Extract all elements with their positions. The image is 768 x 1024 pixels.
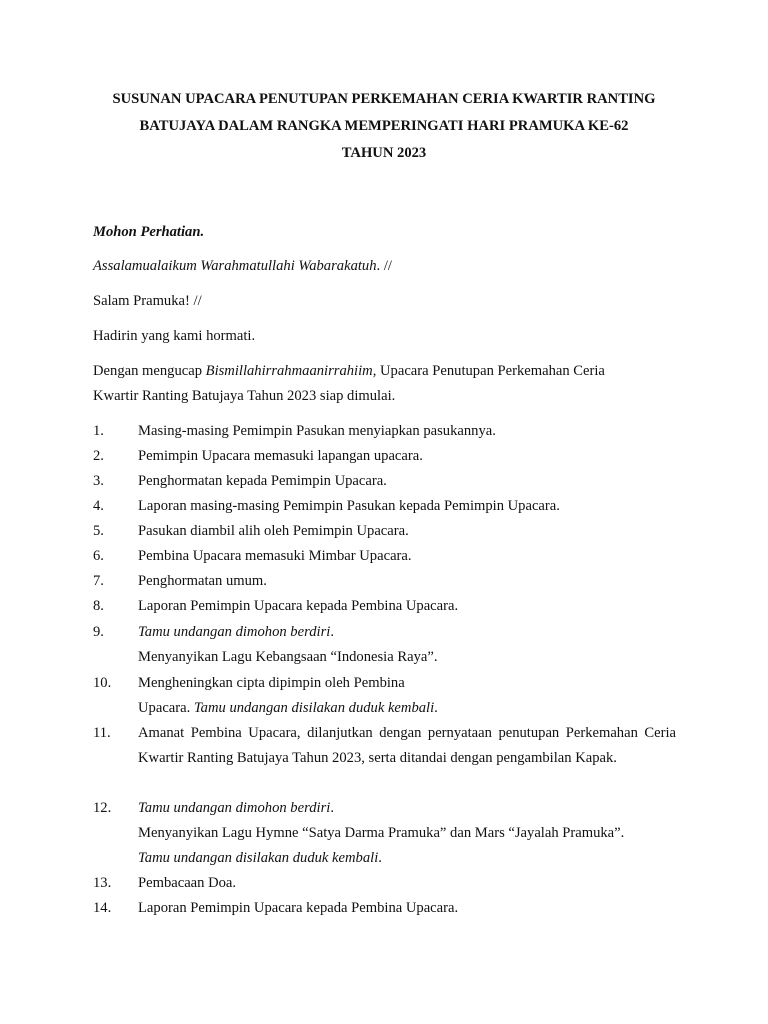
list-item: 1. Masing-masing Pemimpin Pasukan menyiapkan pasukannya. — [93, 423, 496, 439]
mohon-perhatian: Mohon Perhatian. — [93, 224, 205, 240]
salam-islam-tail: . // — [376, 258, 392, 274]
list-item: 10. Mengheningkan cipta dipimpin oleh Pembina Upacara. Tamu undangan disilakan duduk kembali. — [93, 675, 438, 716]
list-item: 11. Amanat Pembina Upacara, dilanjutkan dengan pernyataan penutupan Perkemahan Ceria Kwartir Ranting Batujaya Tahun 2023, serta ditandai dengan pengambilan Kapak. — [93, 725, 676, 766]
title-line-1: SUSUNAN UPACARA PENUTUPAN PERKEMAHAN CERIA KWARTIR RANTING — [112, 91, 656, 107]
list-item: 7. Penghormatan umum. — [93, 573, 267, 589]
title-line-3: TAHUN 2023 — [341, 145, 427, 161]
list-item: 12. Tamu undangan dimohon berdiri. Menyanyikan Lagu Hymne “Satya Darma Pramuka” dan Mars “Jayalah Pramuka”. Tamu undangan disilakan duduk kembali. — [93, 800, 625, 866]
opening-paragraph: Dengan mengucap Bismillahirrahmaanirrahiim, Upacara Penutupan Perkemahan Ceria Kwartir Ranting Batujaya Tahun 2023 siap dimulai. — [93, 363, 605, 404]
list-item: 13. Pembacaan Doa. — [93, 875, 237, 891]
salam-pramuka: Salam Pramuka! // — [93, 293, 202, 309]
list-item: 3. Penghormatan kepada Pemimpin Upacara. — [93, 473, 387, 489]
document-title — [70, 86, 698, 167]
list-item: 9. Tamu undangan dimohon berdiri. Menyanyikan Lagu Kebangsaan “Indonesia Raya”. — [93, 624, 438, 665]
salam-islam-italic: Assalamualaikum Warahmatullahi Wabarakatuh — [93, 258, 377, 274]
list-item: 8. Laporan Pemimpin Upacara kepada Pembina Upacara. — [93, 598, 459, 614]
hadirin: Hadirin yang kami hormati. — [93, 328, 256, 344]
list-item: 6. Pembina Upacara memasuki Mimbar Upacara. — [93, 548, 412, 564]
list-item: 5. Pasukan diambil alih oleh Pemimpin Upacara. — [93, 523, 409, 539]
salam-islam — [93, 254, 676, 279]
list-item: 14. Laporan Pemimpin Upacara kepada Pembina Upacara. — [93, 900, 459, 916]
list-item: 2. Pemimpin Upacara memasuki lapangan upacara. — [93, 448, 423, 464]
list-item: 4. Laporan masing-masing Pemimpin Pasukan kepada Pemimpin Upacara. — [93, 498, 560, 514]
title-line-2: BATUJAYA DALAM RANGKA MEMPERINGATI HARI PRAMUKA KE-62 — [139, 118, 629, 134]
